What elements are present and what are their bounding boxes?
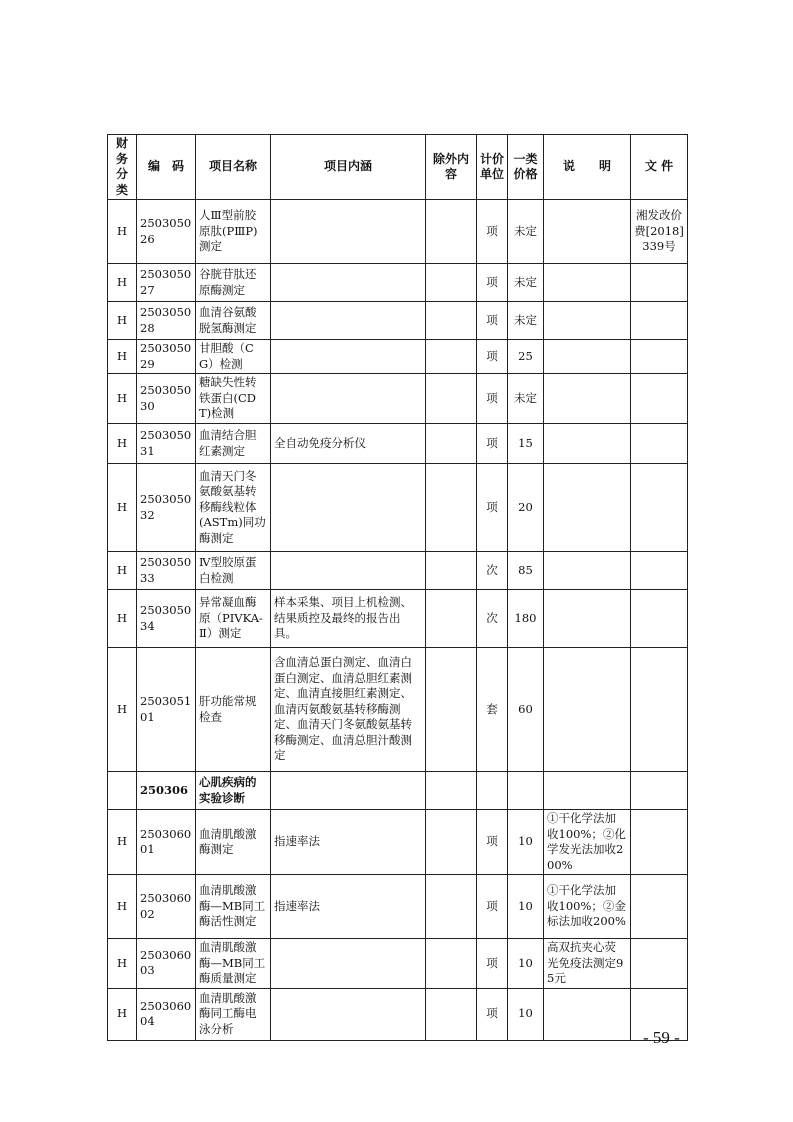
- cell-note: [544, 988, 631, 1040]
- cell-name: 糖缺失性转铁蛋白(CDT)检测: [196, 374, 271, 424]
- cell-unit: 项: [477, 939, 508, 989]
- cell-content: 指速率法: [271, 875, 426, 939]
- header-file: 文 件: [631, 135, 688, 200]
- cell-file: [631, 772, 688, 810]
- cell-note: [544, 424, 631, 464]
- cell-name: 血清肌酸激酶—MB同工酶质量测定: [196, 939, 271, 989]
- cell-price: 15: [508, 424, 544, 464]
- header-name: 项目名称: [196, 135, 271, 200]
- cell-unit: 项: [477, 810, 508, 875]
- cell-price: 未定: [508, 264, 544, 302]
- cell-code: 250305033: [137, 552, 196, 590]
- cell-name: 肝功能常规检查: [196, 648, 271, 772]
- table-row: [108, 340, 688, 374]
- cell-file: [631, 939, 688, 989]
- cell-note: [544, 464, 631, 552]
- cell-content: [271, 464, 426, 552]
- cell-note: [544, 648, 631, 772]
- cell-note: [544, 340, 631, 374]
- cell-note: ①干化学法加收100%；②金标法加收200%: [544, 875, 631, 939]
- cell-unit: 项: [477, 340, 508, 374]
- header-exclusions: 除外内容: [426, 135, 477, 200]
- cell-exclusions: [426, 374, 477, 424]
- cell-file: [631, 810, 688, 875]
- cell-file: [631, 552, 688, 590]
- cell-category: H: [108, 374, 137, 424]
- cell-name: 血清肌酸激酶同工酶电泳分析: [196, 988, 271, 1040]
- cell-price: 10: [508, 988, 544, 1040]
- cell-exclusions: [426, 464, 477, 552]
- cell-content: 全自动免疫分析仪: [271, 424, 426, 464]
- header-category: 财务分类: [108, 135, 137, 200]
- cell-category: H: [108, 810, 137, 875]
- cell-exclusions: [426, 939, 477, 989]
- cell-file: [631, 590, 688, 648]
- cell-name: Ⅳ型胶原蛋白检测: [196, 552, 271, 590]
- cell-name: 人Ⅲ型前胶原肽(PⅢP)测定: [196, 200, 271, 264]
- cell-price: 60: [508, 648, 544, 772]
- cell-content: [271, 200, 426, 264]
- cell-category: H: [108, 648, 137, 772]
- cell-name: 异常凝血酶原（PIVKA-Ⅱ）测定: [196, 590, 271, 648]
- cell-file: [631, 875, 688, 939]
- cell-note: [544, 302, 631, 340]
- cell-content: [271, 264, 426, 302]
- cell-category: [108, 772, 137, 810]
- header-price: 一类价格: [508, 135, 544, 200]
- table-row: [108, 875, 688, 939]
- table-row: [108, 374, 688, 424]
- cell-name: 甘胆酸（CG）检测: [196, 340, 271, 374]
- cell-price: 未定: [508, 200, 544, 264]
- cell-price: 20: [508, 464, 544, 552]
- table-row: [108, 302, 688, 340]
- cell-category: H: [108, 875, 137, 939]
- section-row: [108, 772, 688, 810]
- cell-unit: 项: [477, 464, 508, 552]
- cell-category: H: [108, 424, 137, 464]
- cell-note: ①干化学法加收100%；②化学发光法加收200%: [544, 810, 631, 875]
- cell-code: 250305026: [137, 200, 196, 264]
- cell-exclusions: [426, 424, 477, 464]
- cell-content: 含血清总蛋白测定、血清白蛋白测定、血清总胆红素测定、血清直接胆红素测定、血清丙氨酸氨基转移酶测定、血清天门冬氨酸氨基转移酶测定、血清总胆汁酸测定: [271, 648, 426, 772]
- cell-content: [271, 939, 426, 989]
- cell-unit: [477, 772, 508, 810]
- cell-note: [544, 374, 631, 424]
- section-title: 心肌疾病的实验诊断: [196, 772, 271, 810]
- cell-category: H: [108, 302, 137, 340]
- cell-category: H: [108, 340, 137, 374]
- fee-schedule-table: [107, 134, 688, 1041]
- cell-content: [271, 340, 426, 374]
- cell-code: 250305034: [137, 590, 196, 648]
- header-note: 说 明: [544, 135, 631, 200]
- cell-unit: 套: [477, 648, 508, 772]
- cell-note: [544, 552, 631, 590]
- cell-category: H: [108, 464, 137, 552]
- cell-name: 血清谷氨酸脱氢酶测定: [196, 302, 271, 340]
- cell-category: H: [108, 552, 137, 590]
- table-row: [108, 424, 688, 464]
- cell-unit: 次: [477, 590, 508, 648]
- cell-code: 250305028: [137, 302, 196, 340]
- table-row: [108, 200, 688, 264]
- cell-exclusions: [426, 648, 477, 772]
- cell-exclusions: [426, 875, 477, 939]
- cell-code: 250305027: [137, 264, 196, 302]
- cell-exclusions: [426, 590, 477, 648]
- cell-name: 血清天门冬氨酸氨基转移酶线粒体(ASTm)同功酶测定: [196, 464, 271, 552]
- cell-unit: 次: [477, 552, 508, 590]
- cell-category: H: [108, 200, 137, 264]
- cell-content: [271, 374, 426, 424]
- cell-unit: 项: [477, 875, 508, 939]
- cell-file: [631, 264, 688, 302]
- table-row: [108, 810, 688, 875]
- cell-file: [631, 374, 688, 424]
- cell-category: H: [108, 590, 137, 648]
- cell-file: [631, 464, 688, 552]
- cell-note: [544, 264, 631, 302]
- table-row: [108, 988, 688, 1040]
- cell-name: 血清结合胆红素测定: [196, 424, 271, 464]
- table-row: [108, 939, 688, 989]
- cell-file: 湘发改价费[2018]339号: [631, 200, 688, 264]
- table-row: [108, 590, 688, 648]
- cell-price: 10: [508, 875, 544, 939]
- cell-code: 250305101: [137, 648, 196, 772]
- cell-file: [631, 424, 688, 464]
- cell-note: 高双抗夹心荧光免疫法测定95元: [544, 939, 631, 989]
- table-row: [108, 464, 688, 552]
- cell-file: [631, 340, 688, 374]
- page-number: - 59 -: [643, 1028, 680, 1047]
- cell-file: [631, 302, 688, 340]
- cell-content: [271, 552, 426, 590]
- cell-content: [271, 302, 426, 340]
- cell-code: 250306003: [137, 939, 196, 989]
- cell-exclusions: [426, 810, 477, 875]
- cell-code: 250305029: [137, 340, 196, 374]
- table-row: [108, 648, 688, 772]
- cell-price: 25: [508, 340, 544, 374]
- cell-code: 250305030: [137, 374, 196, 424]
- cell-unit: 项: [477, 302, 508, 340]
- cell-price: 10: [508, 810, 544, 875]
- header-content: 项目内涵: [271, 135, 426, 200]
- header-unit: 计价单位: [477, 135, 508, 200]
- table-row: [108, 264, 688, 302]
- cell-content: [271, 772, 426, 810]
- cell-code: 250306001: [137, 810, 196, 875]
- cell-price: 未定: [508, 374, 544, 424]
- cell-note: [544, 772, 631, 810]
- section-code: 250306: [137, 772, 196, 810]
- cell-price: 180: [508, 590, 544, 648]
- cell-exclusions: [426, 552, 477, 590]
- cell-exclusions: [426, 302, 477, 340]
- cell-code: 250305032: [137, 464, 196, 552]
- cell-unit: 项: [477, 200, 508, 264]
- table-row: [108, 552, 688, 590]
- cell-content: 样本采集、项目上机检测、结果质控及最终的报告出具。: [271, 590, 426, 648]
- cell-unit: 项: [477, 374, 508, 424]
- cell-code: 250305031: [137, 424, 196, 464]
- cell-note: [544, 590, 631, 648]
- cell-exclusions: [426, 200, 477, 264]
- cell-content: 指速率法: [271, 810, 426, 875]
- cell-price: [508, 772, 544, 810]
- cell-unit: 项: [477, 424, 508, 464]
- cell-exclusions: [426, 988, 477, 1040]
- cell-category: H: [108, 939, 137, 989]
- cell-unit: 项: [477, 988, 508, 1040]
- cell-exclusions: [426, 772, 477, 810]
- cell-price: 10: [508, 939, 544, 989]
- cell-code: 250306004: [137, 988, 196, 1040]
- cell-price: 未定: [508, 302, 544, 340]
- cell-category: H: [108, 988, 137, 1040]
- header-code: 编 码: [137, 135, 196, 200]
- cell-code: 250306002: [137, 875, 196, 939]
- cell-file: [631, 648, 688, 772]
- cell-category: H: [108, 264, 137, 302]
- cell-price: 85: [508, 552, 544, 590]
- table-header-row: [108, 135, 688, 200]
- cell-note: [544, 200, 631, 264]
- cell-content: [271, 988, 426, 1040]
- cell-exclusions: [426, 264, 477, 302]
- cell-exclusions: [426, 340, 477, 374]
- cell-name: 血清肌酸激酶—MB同工酶活性测定: [196, 875, 271, 939]
- cell-name: 谷胱苷肽还原酶测定: [196, 264, 271, 302]
- cell-name: 血清肌酸激酶测定: [196, 810, 271, 875]
- cell-unit: 项: [477, 264, 508, 302]
